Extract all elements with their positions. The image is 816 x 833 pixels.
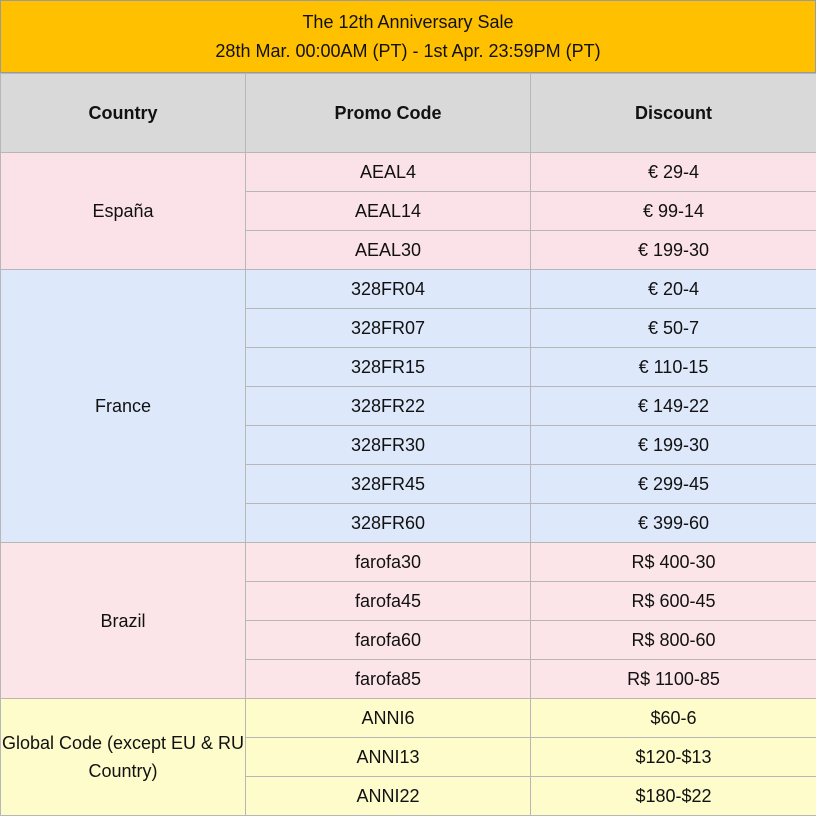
discount-cell: € 99-14 — [531, 192, 816, 231]
discount-cell: € 50-7 — [531, 309, 816, 348]
header-discount: Discount — [531, 74, 816, 153]
promo-code-cell: 328FR07 — [246, 309, 531, 348]
promo-code-cell: farofa85 — [246, 660, 531, 699]
discount-cell: € 29-4 — [531, 153, 816, 192]
discount-cell: € 149-22 — [531, 387, 816, 426]
discount-cell: € 199-30 — [531, 231, 816, 270]
promo-table — [0, 73, 816, 816]
discount-cell: € 199-30 — [531, 426, 816, 465]
header-row — [1, 74, 816, 153]
discount-cell: € 110-15 — [531, 348, 816, 387]
discount-cell: R$ 600-45 — [531, 582, 816, 621]
discount-cell: R$ 1100-85 — [531, 660, 816, 699]
discount-cell: $60-6 — [531, 699, 816, 738]
promo-code-cell: farofa45 — [246, 582, 531, 621]
discount-cell: € 399-60 — [531, 504, 816, 543]
promo-code-cell: ANNI6 — [246, 699, 531, 738]
promo-code-cell: AEAL4 — [246, 153, 531, 192]
discount-cell: $180-$22 — [531, 777, 816, 816]
promo-code-cell: AEAL14 — [246, 192, 531, 231]
promo-code-cell: 328FR45 — [246, 465, 531, 504]
promo-code-cell: 328FR60 — [246, 504, 531, 543]
promo-code-cell: 328FR04 — [246, 270, 531, 309]
promo-code-cell: ANNI22 — [246, 777, 531, 816]
discount-cell: R$ 400-30 — [531, 543, 816, 582]
sale-banner — [0, 0, 816, 73]
discount-cell: € 20-4 — [531, 270, 816, 309]
table-row — [1, 699, 816, 738]
sale-dates: 28th Mar. 00:00AM (PT) - 1st Apr. 23:59PM (PT) — [215, 40, 601, 61]
country-cell: España — [1, 153, 246, 270]
promo-table-body — [1, 153, 816, 816]
header-promo-code: Promo Code — [246, 74, 531, 153]
table-row — [1, 270, 816, 309]
country-cell: Brazil — [1, 543, 246, 699]
discount-cell: R$ 800-60 — [531, 621, 816, 660]
table-row — [1, 543, 816, 582]
table-row — [1, 153, 816, 192]
discount-cell: $120-$13 — [531, 738, 816, 777]
promo-code-cell: farofa60 — [246, 621, 531, 660]
promo-code-cell: AEAL30 — [246, 231, 531, 270]
discount-cell: € 299-45 — [531, 465, 816, 504]
promo-code-cell: 328FR22 — [246, 387, 531, 426]
country-cell: Global Code (except EU & RU Country) — [1, 699, 246, 816]
promo-code-cell: 328FR30 — [246, 426, 531, 465]
promo-code-cell: farofa30 — [246, 543, 531, 582]
promo-code-cell: ANNI13 — [246, 738, 531, 777]
sale-title: The 12th Anniversary Sale — [302, 11, 514, 32]
country-cell: France — [1, 270, 246, 543]
header-country: Country — [1, 74, 246, 153]
promo-code-cell: 328FR15 — [246, 348, 531, 387]
